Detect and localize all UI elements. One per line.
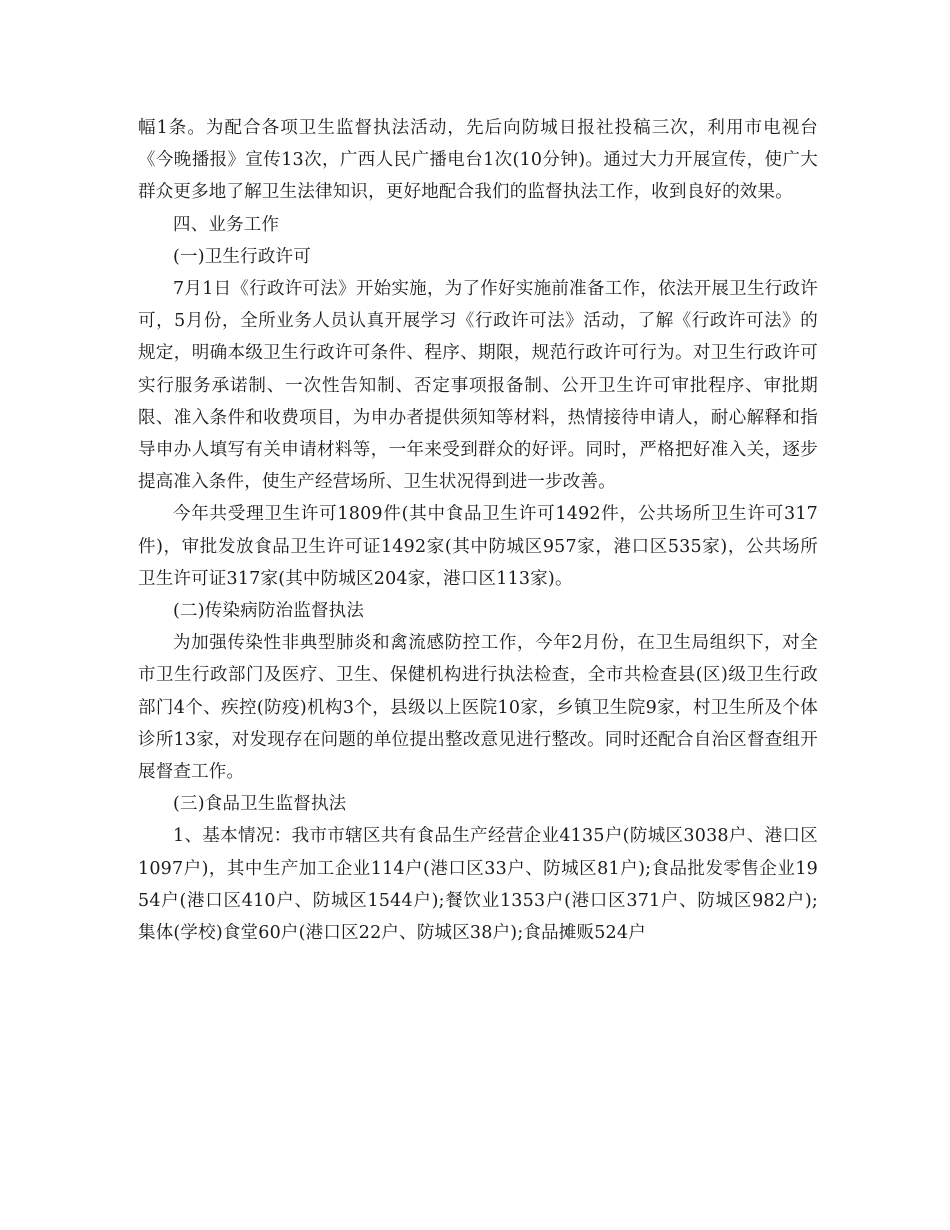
paragraph-continuation: 幅1条。为配合各项卫生监督执法活动，先后向防城日报社投稿三次，利用市电视台《今晚播报》宣传13次，广西人民广播电台1次(10分钟)。通过大力开展宣传，使广大群众更多地了解卫生法律知识，更好地配合我们的监督执法工作，收到良好的效果。 <box>138 118 818 203</box>
paragraph-license-law: 7月1日《行政许可法》开始实施，为了作好实施前准备工作，依法开展卫生行政许可，5月份，全所业务人员认真开展学习《行政许可法》活动，了解《行政许可法》的规定，明确本级卫生行政许可条件、程序、期限，规范行政许可行为。对卫生行政许可实行服务承诺制、一次性告知制、否定事项报备制、公开卫生许可审批程序、审批期限、准入条件和收费项目，为申办者提供须知等材料，热情接待申请人，耐心解释和指导申办人填写有关申请材料等，一年来受到群众的好评。同时，严格把好准入关，逐步提高准入条件，使生产经营场所、卫生状况得到进一步改善。 <box>138 279 818 493</box>
paragraph-food-basic-situation: 1、基本情况：我市市辖区共有食品生产经营企业4135户(防城区3038户、港口区1097户)，其中生产加工企业114户(港口区33户、防城区81户);食品批发零售企业1954户(港口区410户、防城区1544户);餐饮业1353户(港口区371户、防城区982户);集体(学校)食堂60户(港口区22户、防城区38户);食品摊贩524户 <box>138 826 818 944</box>
paragraph-license-stats: 今年共受理卫生许可1809件(其中食品卫生许可1492件，公共场所卫生许可317件)，审批发放食品卫生许可证1492家(其中防城区957家，港口区535家)，公共场所卫生许可证317家(其中防城区204家，港口区113家)。 <box>138 504 818 589</box>
section-heading-business-work: 四、业务工作 <box>173 214 280 235</box>
subsection-heading-food-hygiene: (三)食品卫生监督执法 <box>173 794 347 815</box>
paragraph-infectious-disease: 为加强传染性非典型肺炎和禽流感防控工作，今年2月份，在卫生局组织下，对全市卫生行政部门及医疗、卫生、保健机构进行执法检查，全市共检查县(区)级卫生行政部门4个、疾控(防疫)机构3个，县级以上医院10家，乡镇卫生院9家，村卫生所及个体诊所13家，对发现存在问题的单位提出整改意见进行整改。同时还配合自治区督查组开展督查工作。 <box>138 633 818 783</box>
document-body <box>138 112 818 949</box>
subsection-heading-administrative-license: (一)卫生行政许可 <box>173 246 311 267</box>
subsection-heading-infectious-disease: (二)传染病防治监督执法 <box>173 601 365 622</box>
